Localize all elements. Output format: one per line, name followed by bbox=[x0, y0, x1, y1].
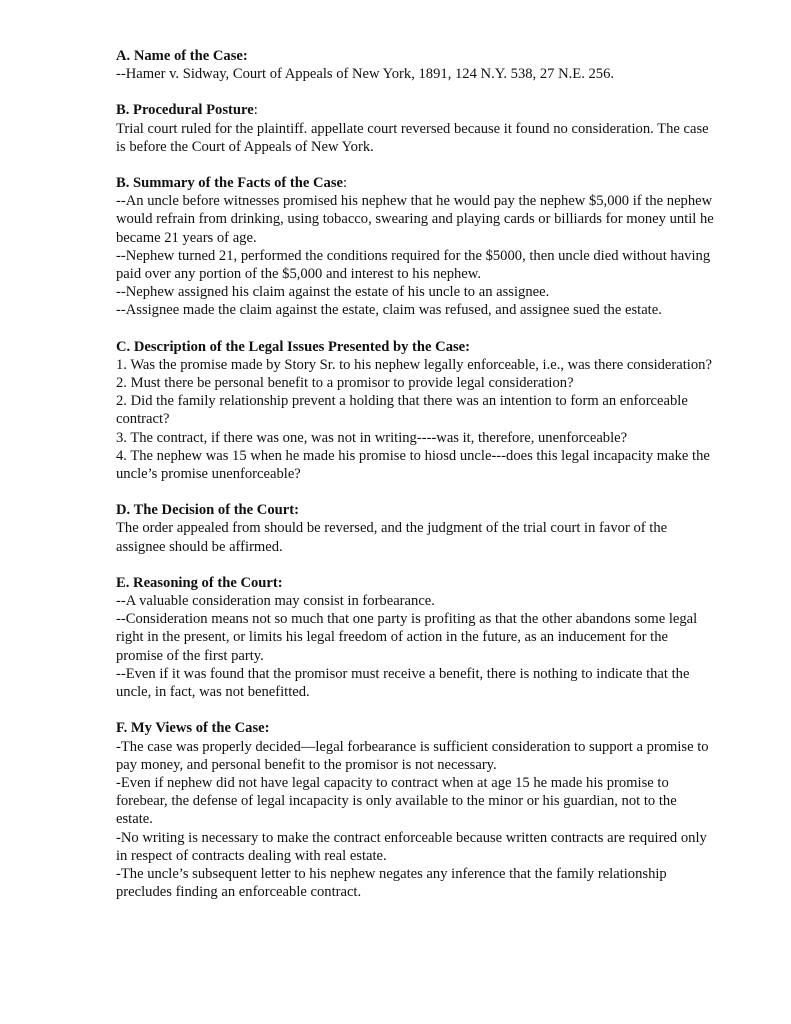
section-heading-label: E. Reasoning of the Court: bbox=[116, 574, 283, 591]
paragraph-line: 3. The contract, if there was one, was not in writing----was it, therefore, unenforceable? bbox=[116, 429, 628, 446]
paragraph-line: --Consideration means not so much that one party is profiting as that the other abandons some legal right in the present, or limits his legal freedom of action in the future, as an inducement for the promise of the first party. bbox=[116, 611, 698, 664]
paragraph-line: --Nephew turned 21, performed the conditions required for the $5000, then uncle died without having paid over any portion of the $5,000 and interest to his nephew. bbox=[116, 247, 711, 283]
paragraph-line: --Nephew assigned his claim against the estate of his uncle to an assignee. bbox=[116, 284, 550, 301]
section-heading-label: C. Description of the Legal Issues Presented by the Case: bbox=[116, 338, 471, 355]
case-brief-document bbox=[116, 47, 716, 919]
section-heading bbox=[116, 719, 716, 737]
section-heading bbox=[116, 101, 716, 119]
paragraph-line: -No writing is necessary to make the contract enforceable because written contracts are required only in respect of contracts dealing with real estate. bbox=[116, 829, 707, 864]
section-heading-label: B. Summary of the Facts of the Case bbox=[116, 175, 343, 192]
section-heading bbox=[116, 574, 716, 592]
paragraph-line: The order appealed from should be reversed, and the judgment of the trial court in favor of the assignee should be affirmed. bbox=[116, 520, 668, 555]
paragraph-line: 2. Did the family relationship prevent a holding that there was an intention to form an enforceable contract? bbox=[116, 393, 688, 428]
section-heading bbox=[116, 338, 716, 356]
section-procedural-posture bbox=[116, 101, 716, 156]
section-heading bbox=[116, 174, 716, 192]
section-heading-suffix: : bbox=[253, 102, 258, 119]
section-my-views bbox=[116, 719, 716, 901]
section-heading-label: A. Name of the Case: bbox=[116, 48, 248, 64]
section-heading-label: D. The Decision of the Court: bbox=[116, 502, 299, 519]
section-decision bbox=[116, 501, 716, 556]
paragraph-line: --Hamer v. Sidway, Court of Appeals of New York, 1891, 124 N.Y. 538, 27 N.E. 256. bbox=[116, 66, 615, 83]
paragraph-line: 1. Was the promise made by Story Sr. to his nephew legally enforceable, i.e., was there consideration? bbox=[116, 356, 712, 373]
section-name-of-case bbox=[116, 47, 716, 83]
paragraph-line: --An uncle before witnesses promised his nephew that he would pay the nephew $5,000 if the nephew would refrain from drinking, using tobacco, swearing and playing cards or billiards for money until he became 21 years of age. bbox=[116, 193, 714, 246]
paragraph-line: -The uncle’s subsequent letter to his nephew negates any inference that the family relationship precludes finding an enforceable contract. bbox=[116, 865, 667, 901]
paragraph-line: --Assignee made the claim against the estate, claim was refused, and assignee sued the estate. bbox=[116, 302, 662, 319]
paragraph-line: Trial court ruled for the plaintiff. appellate court reversed because it found no consideration. The case is before the Court of Appeals of New York. bbox=[116, 120, 709, 155]
section-heading bbox=[116, 47, 716, 65]
section-heading bbox=[116, 501, 716, 519]
section-legal-issues bbox=[116, 338, 716, 484]
section-heading-label: B. Procedural Posture bbox=[116, 102, 254, 119]
paragraph-line: -Even if nephew did not have legal capacity to contract when at age 15 he made his promise to forebear, the defense of legal incapacity is only available to the minor or his guardian, not to the estate. bbox=[116, 774, 677, 828]
paragraph-line: 4. The nephew was 15 when he made his promise to hiosd uncle---does this legal incapacity make the uncle’s promise unenforceable? bbox=[116, 447, 710, 483]
paragraph-line: -The case was properly decided—legal forbearance is sufficient consideration to support a promise to pay money, and personal benefit to the promisor is not necessary. bbox=[116, 738, 709, 773]
section-summary-of-facts bbox=[116, 174, 716, 320]
paragraph-line: --Even if it was found that the promisor must receive a benefit, there is nothing to indicate that the uncle, in fact, was not benefitted. bbox=[116, 665, 690, 701]
paragraph-line: 2. Must there be personal benefit to a promisor to provide legal consideration? bbox=[116, 375, 574, 392]
section-reasoning bbox=[116, 574, 716, 701]
section-heading-suffix: : bbox=[342, 175, 348, 192]
paragraph-line: --A valuable consideration may consist in forbearance. bbox=[116, 593, 435, 610]
section-heading-label: F. My Views of the Case: bbox=[116, 720, 270, 737]
